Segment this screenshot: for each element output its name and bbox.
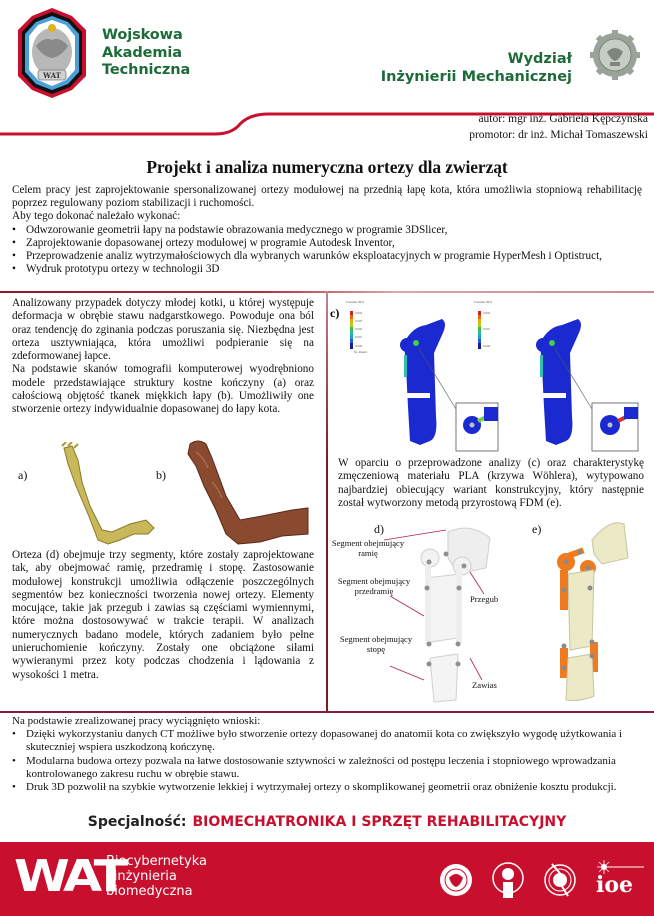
author-line: autor: mgr inż. Gabriela Kępczyńska (478, 113, 648, 125)
program-name (106, 854, 207, 899)
svg-text:0.003: 0.003 (355, 319, 363, 323)
soft-tissue-model-image (182, 438, 312, 548)
institute-i-icon (490, 860, 526, 900)
callout-joint: Przegub (470, 594, 499, 604)
poster-header (0, 0, 654, 150)
conclusions-bullets (12, 728, 642, 794)
figure-ab (12, 438, 312, 548)
svg-text:0.000: 0.000 (355, 344, 363, 348)
figure-e-prototype (520, 518, 650, 708)
figure-e-label: e) (532, 522, 542, 536)
specialty-label: Specjalność: (87, 814, 187, 830)
svg-text:0.001: 0.001 (483, 327, 491, 331)
program-name-line: i inżynieria (106, 869, 177, 884)
wat-footer-logo: WAT (14, 851, 124, 902)
university-name (102, 27, 190, 80)
intro-bullet: • Odwzorowanie geometrii łapy na podstawie obrazowania medycznego w programie 3DSlicer, (12, 224, 642, 237)
program-name-line: biomedyczna (106, 884, 193, 899)
specialty-line (0, 814, 654, 830)
figure-b-label: b) (156, 468, 166, 482)
wat-eagle-emblem-icon (14, 6, 90, 100)
svg-text:0.001: 0.001 (355, 335, 363, 339)
authors-block (469, 111, 648, 143)
conclusions-section (12, 715, 642, 794)
faculty-gear-emblem-icon (590, 30, 640, 80)
ioe-logo (594, 860, 644, 900)
conclusion-bullet: • Modularna budowa ortezy pozwala na łatwe dostosowanie sztywności w zależności od postępu leczenia i stopniowego wprowadzania kontrolowanego zakresu ruchu w obrębie stawu. (12, 755, 642, 781)
ioe-text: ioe (596, 872, 634, 898)
faculty-seal-icon (438, 860, 474, 900)
callout-hinge: Zawias (472, 680, 497, 690)
specialty-value: BIOMECHATRONIKA I SPRZĘT REHABILITACYJNY (192, 814, 567, 830)
svg-text:Contour Plot: Contour Plot (474, 300, 492, 304)
poster-footer (0, 842, 654, 916)
section-divider (0, 711, 654, 713)
scan-paragraph: Na podstawie skanów tomografii komputerowej wyodrębniono modele przedstawiające struktury kostne kończyny (a) oraz całościową objętość tkanek miękkich łapy (b). Umożliwiły one stworzenie ortezy indywidualnie dopasowanej do łapy kota. (12, 363, 314, 416)
university-name-line: Wojskowa (102, 27, 183, 43)
callout-paw-segment: Segment obejmujący stopę (339, 634, 413, 654)
optoelectronics-seal-icon (542, 860, 578, 900)
bone-model-image (50, 442, 170, 546)
svg-text:0.004: 0.004 (355, 311, 363, 315)
callout-arm-segment: Segment obejmujący ramię (331, 538, 405, 558)
fea-legend-left (346, 300, 367, 354)
figure-c-label: c) (330, 306, 340, 320)
case-description (12, 297, 314, 417)
svg-text:0.002: 0.002 (483, 311, 491, 315)
fatigue-paragraph: W oparciu o przeprowadzone analizy (c) oraz charakterystykę zmęczeniową materiału PLA (krzywa Wöhlera), wytypowano najbardziej obiecujący wariant konstrukcyjny, który następnie został wytworzony metodą przyrostową FDM (e). (338, 457, 644, 510)
conclusions-lead: Na podstawie zrealizowanej pracy wyciągnięto wnioski: (12, 715, 261, 727)
intro-bullet: • Przeprowadzenie analiz wytrzymałościowych dla wybranych warunków eksploatacyjnych w programie HyperMesh i Optistruct, (12, 250, 642, 263)
fea-legend-right (474, 300, 492, 349)
intro-bullet: • Wydruk prototypu ortezy w technologii 3D (12, 263, 642, 276)
intro-bullet: • Zaprojektowanie dopasowanej ortezy modułowej w programie Autodesk Inventor, (12, 237, 642, 250)
partner-logos (438, 860, 644, 900)
orthosis-prototype-image (520, 518, 650, 708)
program-name-line: Biocybernetyka (106, 854, 207, 869)
university-name-line: Akademia (102, 44, 182, 61)
intro-bullets (12, 224, 642, 277)
faculty-name-line: Inżynierii Mechanicznej (380, 69, 572, 85)
intro-paragraph: Celem pracy jest zaprojektowanie spersonalizowanej ortezy modułowej na przednią łapę kota, która umożliwia stopniową rehabilitację poprzez regulowany poziom stabilizacji i ruchomości. (12, 184, 642, 210)
figure-d-label: d) (374, 522, 384, 536)
callout-forearm-segment: Segment obejmujący przedramię (337, 576, 411, 596)
case-paragraph: Analizowany przypadek dotyczy młodej kotki, u której występuje deformacja w obrębie stawu nadgarstkowego. Powoduje ona ból oraz tendencję do zginania podczas poruszania się. Niezbędna jest orteza usztywniająca, która umożliwi podpieranie się na zdeformowanej łapce. (12, 297, 314, 363)
column-divider (326, 291, 328, 712)
figure-a-label: a) (18, 468, 28, 482)
intro-section (12, 184, 642, 276)
conclusion-bullet: • Dzięki wykorzystaniu danych CT możliwe było stworzenie ortezy dopasowanej do anatomii kota co zwiększyło wygodę użytkowania i skuteczniej wspiera uszkodzoną kończynę. (12, 728, 642, 754)
faculty-name-line: Wydział (507, 51, 572, 67)
figure-d-design (330, 518, 510, 708)
fea-model-right (536, 319, 638, 451)
university-name-line: Techniczna (102, 62, 191, 78)
figure-c-fea (330, 297, 650, 452)
fea-results-image (330, 297, 650, 452)
svg-text:0.000: 0.000 (483, 344, 491, 348)
conclusion-bullet: • Druk 3D pozwolił na szybkie wytworzenie lekkiej i wytrzymałej ortezy o skomplikowanej geometrii oraz obniżenie kosztu produkcji. (12, 781, 642, 794)
orthosis-paragraph: Orteza (d) obejmuje trzy segmenty, które zostały zaprojektowane tak, aby obejmować ramię, przedramię i stopę. Zastosowanie modułowej konstrukcji umożliwia odłączenie poszczególnych segmentów bez konieczności tworzenia nowej ortezy. Elementy mocujące, takie jak przegub i zawias są częściami wymiennymi, które można dostosowywać w trakcie terapii. W analizach numerycznych badano modele, których zadaniem było pełne unieruchomienie kończyny. Zostały one obciążone siłami wywieranymi przez koty podczas chodzenia i lądowania z wysokości 1 metra. (12, 549, 314, 681)
supervisor-line: promotor: dr inż. Michał Tomaszewski (469, 129, 648, 141)
emblem-text: WAT (43, 71, 61, 80)
fea-model-left (400, 319, 498, 451)
intro-lead: Aby tego dokonać należało wykonać: (12, 210, 181, 223)
orthosis-description (12, 549, 314, 682)
fea-legend-header: Contour Plot (346, 300, 364, 304)
poster-title: Projekt i analiza numeryczna ortezy dla zwierząt (146, 157, 508, 177)
svg-text:No Result: No Result (354, 350, 367, 354)
svg-text:0.002: 0.002 (355, 327, 363, 331)
faculty-name (381, 50, 572, 86)
